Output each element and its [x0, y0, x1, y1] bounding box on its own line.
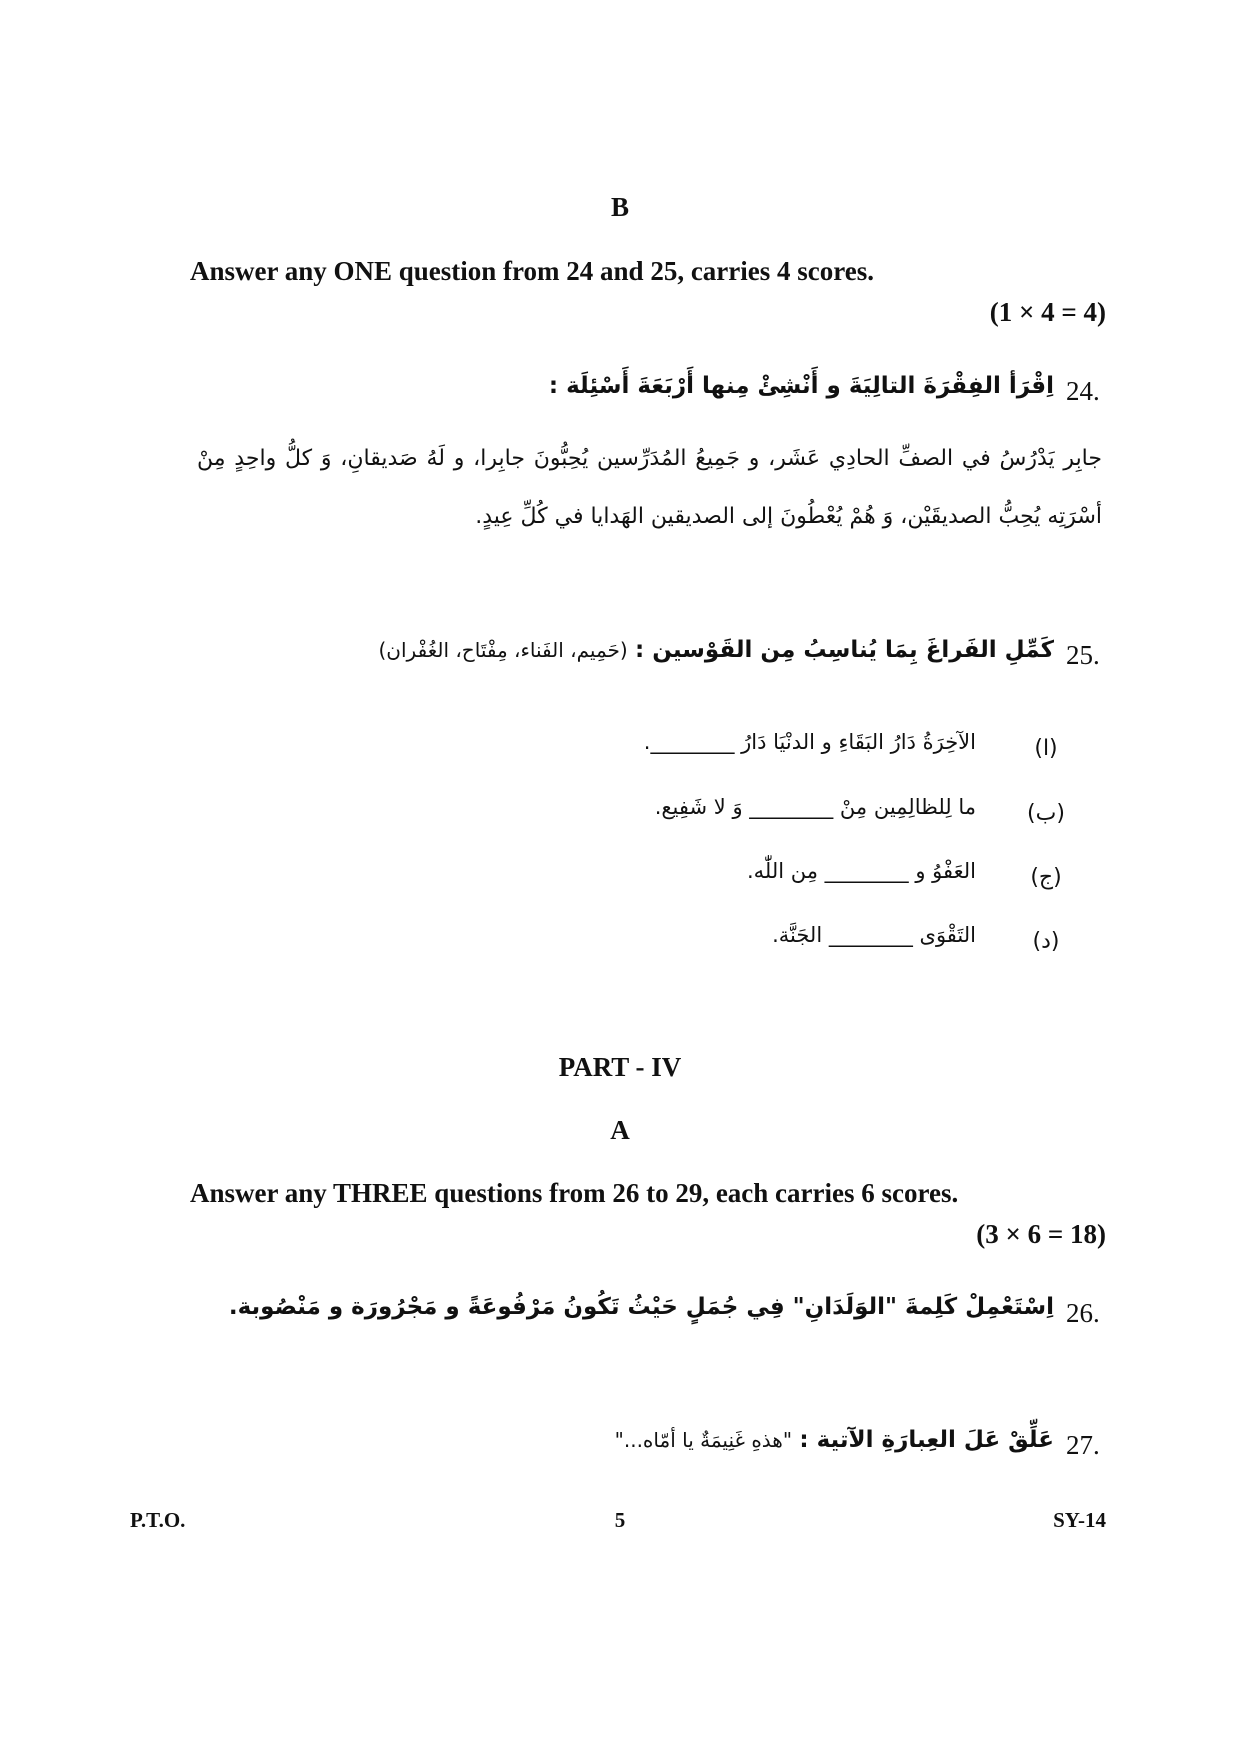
question-26-prompt-text: اِسْتَعْمِلْ كَلِمةَ "الوَلَدَانِ" فِي جُمَلٍ حَيْثُ تَكُونُ مَرْفُوعَةً و مَجْرُورَة و مَنْصُوبة.: [228, 1294, 1054, 1320]
part-4-instruction: Answer any THREE questions from 26 to 29, each carries 6 scores.: [190, 1178, 959, 1208]
question-27-prompt: [615, 1427, 1054, 1453]
question-27-prompt-text: عَلِّقْ عَلَ العِبارَةِ الآتية :: [799, 1427, 1054, 1453]
footer-pto: P.T.O.: [130, 1508, 186, 1532]
question-24-number: 24.: [1066, 376, 1100, 406]
fill-blank-item: الآخِرَةُ دَارُ البَقَاءِ و الدنْيَا دَارُ ________.: [643, 730, 976, 754]
part-heading: PART - IV: [558, 1052, 682, 1082]
page-number: 5: [614, 1508, 626, 1532]
question-24-prompt-text: اِقْرَأ الفِقْرَةَ التالِيَةَ و أَنْشِئْ مِنها أَرْبَعَةَ أَسْئِلَة :: [548, 373, 1054, 399]
section-heading-b: B: [610, 192, 629, 222]
item-letter-ba: (ب): [1027, 801, 1065, 826]
question-27-quote: "هذهِ غَنِيمَةٌ يا أمّاه...": [614, 1428, 793, 1452]
section-b-instruction: Answer any ONE question from 24 and 25, carries 4 scores.: [190, 256, 874, 286]
section-b-score: (1 × 4 = 4): [989, 297, 1106, 327]
item-letter-alif: (ا): [1034, 736, 1058, 761]
section-heading-a: A: [610, 1115, 630, 1145]
item-letter-dal: (د): [1032, 929, 1060, 954]
footer-code: SY-14: [1053, 1508, 1106, 1532]
question-24-prompt: [549, 373, 1054, 399]
question-25-options: (حَمِيم، الفَناء، مِفْتَاح، الغُفْران): [378, 638, 628, 662]
question-27-number: 27.: [1066, 1430, 1100, 1460]
question-26-prompt: [229, 1294, 1054, 1320]
fill-blank-item: ما لِلظالِمِين مِنْ ________ وَ لا شَفِيع.: [654, 795, 976, 819]
fill-blank-item: العَفْوُ و ________ مِن اللّٰه.: [746, 859, 976, 883]
fill-blank-item: التَقْوَى ________ الجَنَّة.: [772, 923, 976, 947]
question-25-number: 25.: [1066, 640, 1100, 670]
question-24-paragraph: جابِر يَدْرُسُ في الصفِّ الحادِي عَشَر، و جَمِيعُ المُدَرِّسين يُحِبُّونَ جابِرا، و لَهُ صَديقانِ، وَ كلُّ واحِدٍ مِنْ أسْرَتِه يُحِبُّ الصديقَيْن، وَ هُمْ يُعْطُونَ إلى الصديقين الهَدايا في كُلِّ عِيدٍ.: [197, 446, 1102, 529]
question-26-number: 26.: [1066, 1298, 1100, 1328]
item-letter-jim: (ج): [1030, 865, 1062, 890]
question-25-prompt: [379, 637, 1055, 663]
part-4-score: (3 × 6 = 18): [976, 1219, 1106, 1249]
question-25-prompt-text: كَمِّلِ الفَراغَ بِمَا يُناسِبُ مِن القَوْسين :: [635, 637, 1054, 663]
